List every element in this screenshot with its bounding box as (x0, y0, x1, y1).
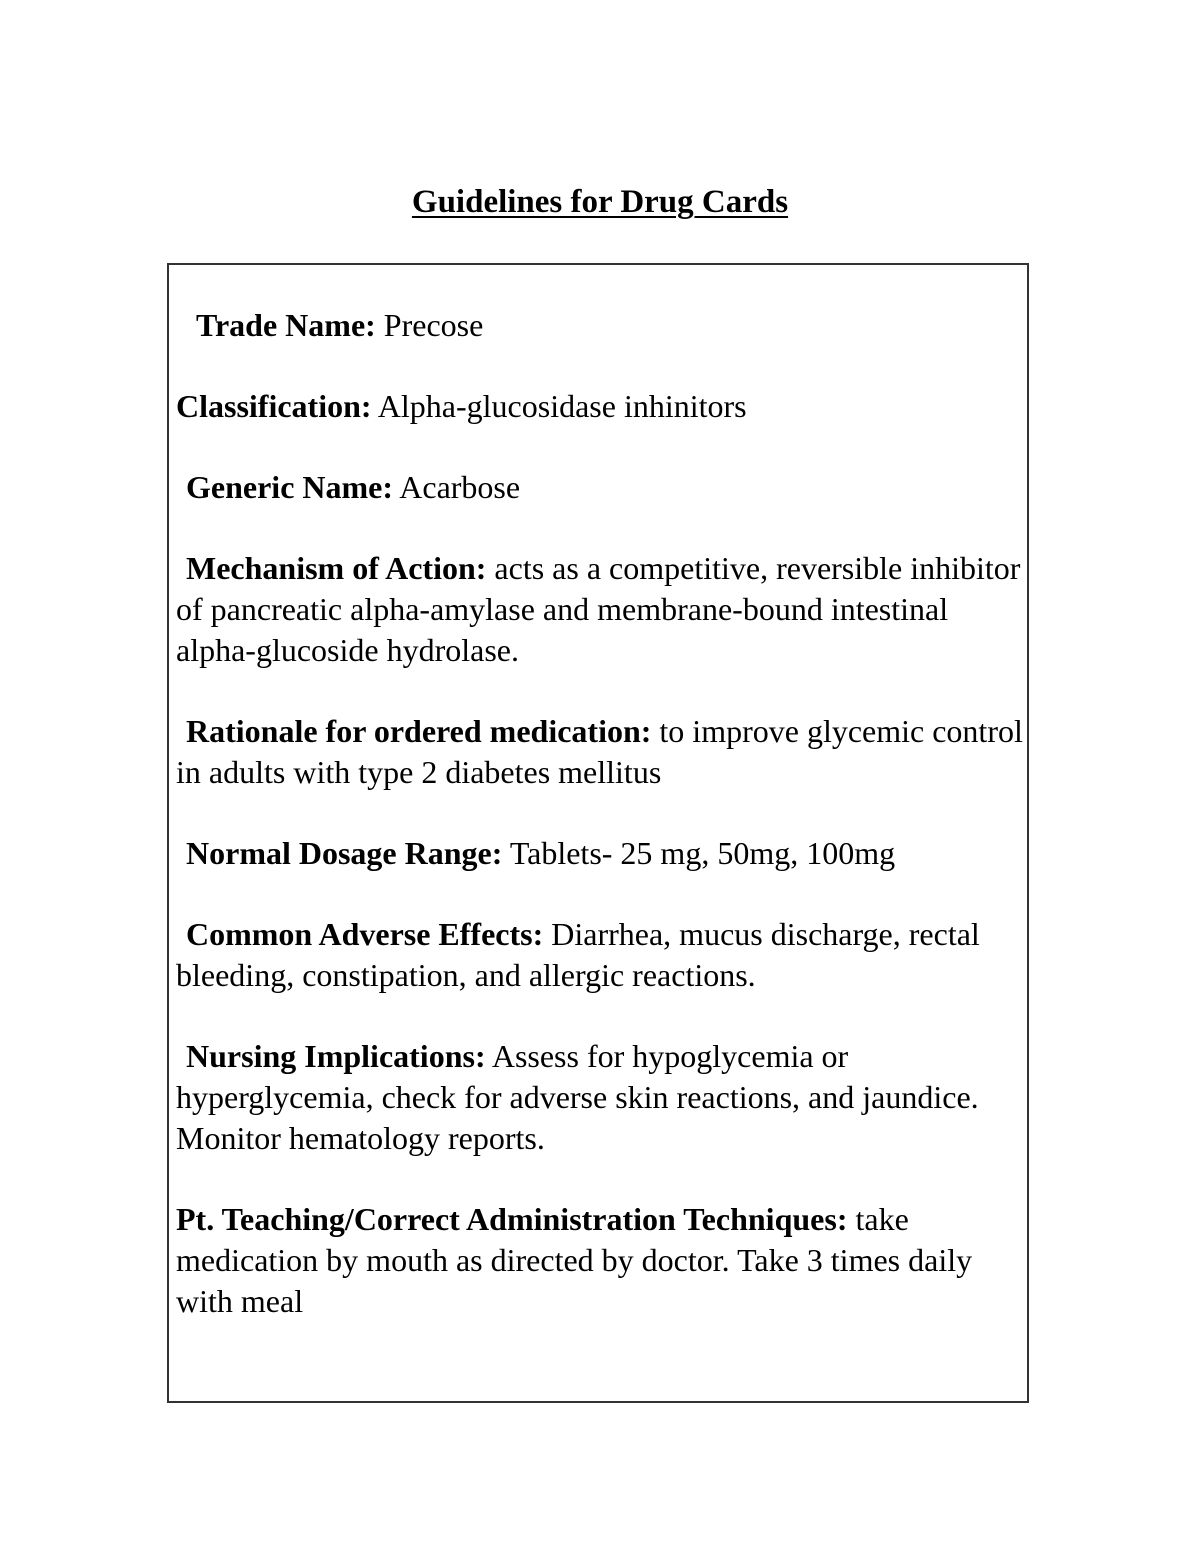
field-value: Assess for hypoglycemia or hyperglycemia, check for adverse skin reactions, and jaundice. Monitor hematology reports. (176, 1038, 979, 1156)
field-value: Acarbose (399, 469, 521, 505)
field-value: Alpha-glucosidase inhinitors (377, 388, 747, 424)
field-adverse-effects (176, 914, 1026, 996)
field-dosage-range (176, 833, 1026, 874)
page-title: Guidelines for Drug Cards (411, 184, 789, 220)
field-value: acts as a competitive, reversible inhibitor of pancreatic alpha-amylase and membrane-bound intestinal alpha-glucoside hydrolase. (176, 550, 1021, 668)
field-mechanism-of-action (176, 548, 1026, 671)
field-generic-name (176, 467, 1026, 508)
field-patient-teaching (176, 1199, 1026, 1322)
field-label: Mechanism of Action: (186, 550, 487, 586)
field-nursing-implications (176, 1036, 1026, 1159)
field-label: Common Adverse Effects: (186, 916, 544, 952)
field-label: Pt. Teaching/Correct Administration Techniques: (176, 1201, 848, 1237)
field-label: Normal Dosage Range: (186, 835, 503, 871)
field-trade-name (196, 305, 1026, 346)
drug-card (176, 305, 1026, 1362)
field-rationale (176, 711, 1026, 793)
field-value: Diarrhea, mucus discharge, rectal bleeding, constipation, and allergic reactions. (176, 916, 980, 993)
field-label: Trade Name: (196, 307, 376, 343)
field-value: Precose (383, 307, 484, 343)
field-value: Tablets- 25 mg, 50mg, 100mg (509, 835, 896, 871)
field-label: Classification: (176, 388, 372, 424)
field-value: take medication by mouth as directed by doctor. Take 3 times daily with meal (176, 1201, 973, 1319)
field-classification (176, 386, 1026, 427)
field-label: Rationale for ordered medication: (186, 713, 652, 749)
field-label: Nursing Implications: (186, 1038, 486, 1074)
field-value: to improve glycemic control in adults with type 2 diabetes mellitus (176, 713, 1023, 790)
field-label: Generic Name: (186, 469, 394, 505)
